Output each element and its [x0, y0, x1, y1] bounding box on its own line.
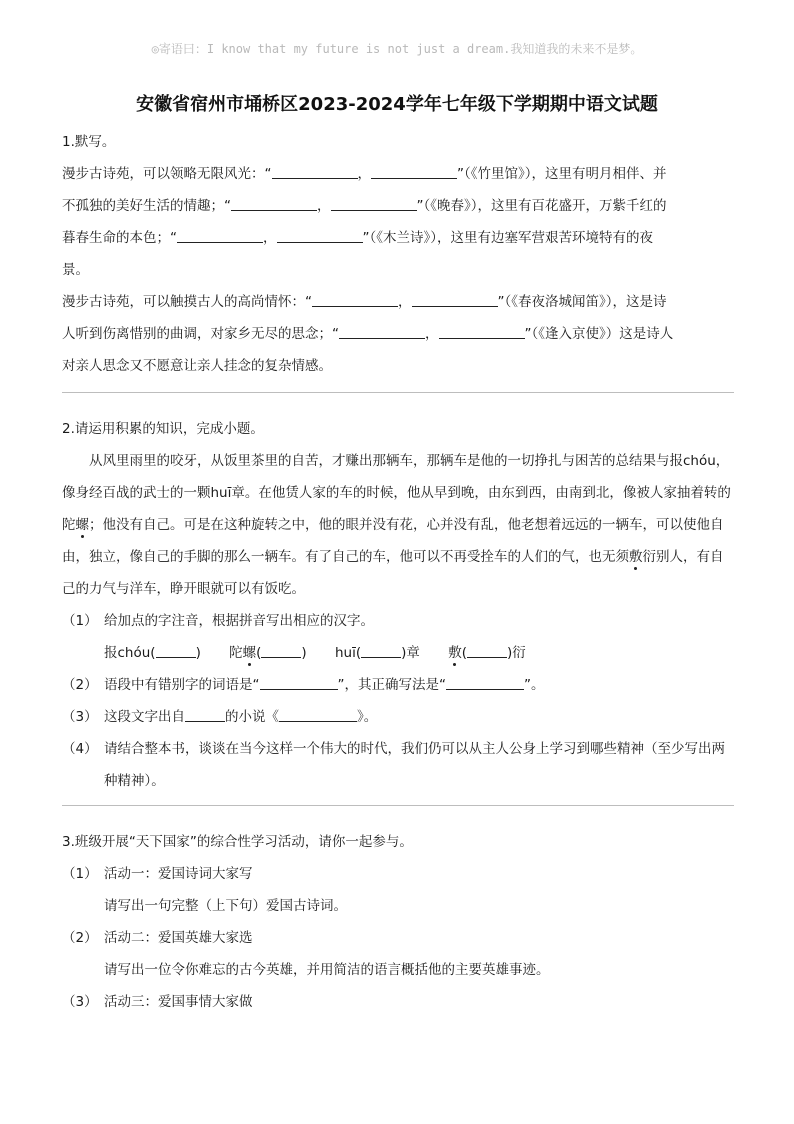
section-divider — [62, 392, 734, 393]
q1-line-5c: ”（《春夜洛城闻笛》），这是诗 — [497, 294, 667, 310]
subquestion-2-4 — [62, 733, 734, 797]
answer-blank[interactable] — [277, 227, 363, 243]
question-1-text — [62, 158, 734, 382]
answer-blank[interactable] — [231, 195, 317, 211]
question-3-heading: 3.班级开展“天下国家”的综合性学习活动，请你一起参与。 — [62, 834, 413, 850]
q1-line-2c: ”（《晚春》），这里有百花盛开，万紫千红的 — [416, 198, 667, 214]
answer-blank[interactable] — [467, 642, 507, 658]
answer-blank[interactable] — [260, 674, 338, 690]
answer-blank[interactable] — [272, 163, 358, 179]
item-label: ) — [195, 645, 201, 661]
subquestion-text: 活动二：爱国英雄大家选 — [104, 930, 253, 946]
subquestion-2-1 — [62, 605, 734, 637]
question-2 — [62, 413, 734, 797]
text-part: 这段文字出自 — [104, 709, 185, 725]
answer-blank[interactable] — [331, 195, 417, 211]
pinyin-item — [335, 637, 420, 669]
subquestion-number: （1） — [62, 866, 98, 882]
question-3 — [62, 826, 734, 1018]
text-part: 的小说《 — [225, 709, 279, 725]
answer-blank[interactable] — [361, 642, 401, 658]
item-label: ) — [301, 645, 307, 661]
text-part: ”。 — [524, 677, 545, 693]
subquestion-number: （2） — [62, 677, 98, 693]
q1-line-2a: 不孤独的美好生活的情趣；“ — [62, 198, 231, 214]
subquestion-text: 给加点的字注音，根据拼音写出相应的汉字。 — [104, 613, 374, 629]
motto-watermark: ◎寄语曰：I know that my future is not just a dream.我知道我的未来不是梦。 — [151, 42, 643, 56]
subquestion-text: 请结合整本书，谈谈在当今这样一个伟大的时代，我们仍可以从主人公身上学习到哪些精神（至少写出两种精神）。 — [104, 741, 725, 789]
q1-line-2b: ， — [317, 198, 331, 214]
q1-line-7: 对亲人思念又不愿意让亲人挂念的复杂情感。 — [62, 358, 332, 374]
text-part: 》。 — [357, 709, 378, 725]
subquestion-text: 活动一：爱国诗词大家写 — [104, 866, 253, 882]
answer-blank[interactable] — [177, 227, 263, 243]
subquestion-text: 活动三：爱国事情大家做 — [104, 994, 253, 1010]
q1-line-3b: ， — [263, 230, 277, 246]
pinyin-item — [229, 637, 307, 669]
answer-blank[interactable] — [279, 706, 357, 722]
subquestion-3-2 — [62, 922, 734, 954]
item-label: 报chóu( — [104, 645, 156, 661]
subquestion-3-1 — [62, 858, 734, 890]
text-part: 语段中有错别字的词语是“ — [104, 677, 260, 693]
q1-line-5b: ， — [398, 294, 412, 310]
q1-line-4: 景。 — [62, 262, 89, 278]
subquestion-text — [104, 701, 377, 733]
section-divider — [62, 805, 734, 806]
item-label: ( — [256, 645, 262, 661]
pinyin-item — [448, 637, 526, 669]
q1-line-6c: ”（《逢入京使》）这是诗人 — [524, 326, 674, 342]
q1-line-6a: 人听到伤离惜别的曲调，对家乡无尽的思念；“ — [62, 326, 339, 342]
answer-blank[interactable] — [371, 163, 457, 179]
answer-blank[interactable] — [261, 642, 301, 658]
exam-content — [62, 126, 734, 1018]
subquestion-prompt: 请写出一句完整（上下句）爱国古诗词。 — [104, 898, 347, 914]
q1-line-1b: ， — [357, 166, 371, 182]
subquestion-text — [104, 669, 545, 701]
subquestion-2-2 — [62, 669, 734, 701]
question-2-heading: 2.请运用积累的知识，完成小题。 — [62, 421, 264, 437]
item-label: ( — [461, 645, 467, 661]
answer-blank[interactable] — [339, 323, 425, 339]
subquestion-prompt: 请写出一位令你难忘的古今英雄，并用简洁的语言概括他的主要英雄事迹。 — [104, 962, 550, 978]
passage-part-2: ；他没有自己。可是在这种旋转之中，他的眼并没有花，心并没有乱，他老想着远远的一辆车，可以使他自由，独立，像自己的手脚的那么一辆车。有了自己的车，他可以不再受拴车的人们的气，也无须 — [62, 517, 724, 565]
q1-line-1a: 漫步古诗苑，可以领略无限风光：“ — [62, 166, 272, 182]
passage-part-1: 从风里雨里的咬牙，从饭里茶里的自苦，才赚出那辆车，那辆车是他的一切挣扎与困苦的总结果与报chóu，像身经百战的武士的一颗huī章。在他赁人家的车的时候，他从早到晚，由东到西，由南到北，像被人家抽着转的陀 — [62, 453, 731, 533]
emphasis-dot-char: 螺 — [242, 645, 257, 661]
answer-blank[interactable] — [185, 706, 225, 722]
q1-line-5a: 漫步古诗苑，可以触摸古人的高尚情怀：“ — [62, 294, 312, 310]
subquestion-number: （4） — [62, 741, 98, 757]
q1-line-3c: ”（《木兰诗》），这里有边塞军营艰苦环境特有的夜 — [362, 230, 653, 246]
answer-blank[interactable] — [312, 291, 398, 307]
emphasis-dot-char: 敷 — [448, 645, 462, 661]
item-label: )章 — [401, 645, 420, 661]
subquestion-number: （1） — [62, 613, 98, 629]
subquestion-number: （2） — [62, 930, 98, 946]
pinyin-answer-row — [62, 637, 734, 669]
question-1-heading: 1.默写。 — [62, 134, 116, 150]
reading-passage — [62, 445, 734, 605]
subquestion-number: （3） — [62, 994, 98, 1010]
subquestion-2-3 — [62, 701, 734, 733]
q1-line-1c: ”（《竹里馆》），这里有明月相伴、并 — [457, 166, 667, 182]
text-part: ”，其正确写法是“ — [337, 677, 446, 693]
answer-blank[interactable] — [439, 323, 525, 339]
passage-part-3: 衍别人，有自己的力气与洋车，睁开眼就可以有饭吃。 — [62, 549, 724, 597]
subquestion-number: （3） — [62, 709, 98, 725]
subquestion-3-3 — [62, 986, 734, 1018]
item-label: huī( — [335, 645, 362, 661]
item-label: 陀 — [229, 645, 243, 661]
answer-blank[interactable] — [156, 642, 196, 658]
pinyin-item — [104, 637, 201, 669]
exam-title: 安徽省宿州市埇桥区2023-2024学年七年级下学期期中语文试题 — [136, 94, 658, 115]
answer-blank[interactable] — [446, 674, 524, 690]
question-1 — [62, 126, 734, 382]
emphasis-dot-char: 敷 — [629, 549, 643, 565]
q1-line-3a: 暮春生命的本色；“ — [62, 230, 177, 246]
answer-blank[interactable] — [412, 291, 498, 307]
q1-line-6b: ， — [425, 326, 439, 342]
emphasis-dot-char: 螺 — [75, 517, 89, 533]
item-label: )衍 — [507, 645, 526, 661]
